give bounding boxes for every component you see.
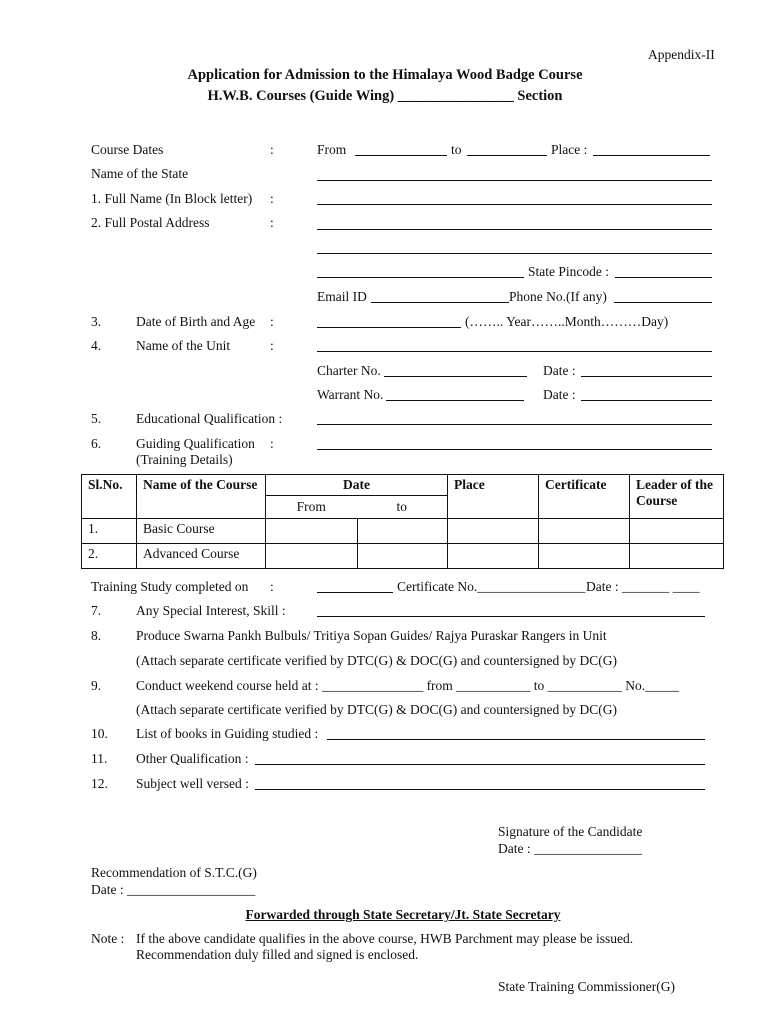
row-certificate-cell[interactable] <box>539 544 630 569</box>
signature-label: Signature of the Candidate <box>498 824 643 839</box>
colon: : <box>270 314 274 329</box>
attach-note: (Attach separate certificate verified by DTC(G) & DOC(G) and countersigned by DC(G) <box>136 702 617 717</box>
guiding-field[interactable] <box>317 449 712 450</box>
item-number: 7. <box>91 603 102 618</box>
row-place-cell[interactable] <box>448 519 539 544</box>
books-field[interactable] <box>327 739 705 740</box>
note-label: Note : <box>91 931 125 946</box>
warrant-date-label: Date : <box>543 387 576 402</box>
from-label: From <box>317 142 347 157</box>
header-to: to <box>396 499 407 514</box>
colon: : <box>270 215 274 230</box>
item-number: 8. <box>91 628 102 643</box>
full-name-field[interactable] <box>317 204 712 205</box>
row-place-cell[interactable] <box>448 544 539 569</box>
place-field[interactable] <box>593 155 710 156</box>
charter-date-label: Date : <box>543 363 576 378</box>
other-qualification-label: Other Qualification : <box>136 751 249 766</box>
warrant-label: Warrant No. <box>317 387 384 402</box>
table-row <box>82 544 724 569</box>
postal-address-field-3[interactable] <box>317 277 524 278</box>
phone-label: Phone No.(If any) <box>509 289 607 304</box>
table-row <box>82 519 724 544</box>
education-label: Educational Qualification : <box>136 411 283 426</box>
row-leader-cell[interactable] <box>630 519 724 544</box>
recommendation-label: Recommendation of S.T.C.(G) <box>91 865 257 880</box>
course-dates-label: Course Dates <box>91 142 164 157</box>
pincode-field[interactable] <box>615 277 712 278</box>
courses-table <box>81 474 724 569</box>
warrant-field[interactable] <box>386 400 524 401</box>
row-num: 1. <box>82 519 137 544</box>
note-line-1: If the above candidate qualifies in the above course, HWB Parchment may please be issued. <box>136 931 634 946</box>
colon: : <box>270 436 274 451</box>
unit-label: Name of the Unit <box>136 338 231 353</box>
item-number: 5. <box>91 411 102 426</box>
row-to-cell[interactable] <box>358 544 448 569</box>
forwarded-heading: Forwarded through State Secretary/Jt. State Secretary <box>245 907 561 922</box>
recommendation-date: Date : ___________________ <box>91 882 256 897</box>
signature-date: Date : ________________ <box>498 841 642 856</box>
row-course-name: Basic Course <box>137 519 266 544</box>
header-slno: Sl.No. <box>82 475 137 519</box>
weekend-course-text: Conduct weekend course held at : _______________ from ___________ to ___________ No._____ <box>136 678 679 693</box>
to-date-field[interactable] <box>467 155 547 156</box>
state-label: Name of the State <box>91 166 189 181</box>
age-breakdown: (…….. Year……..Month………Day) <box>465 314 669 329</box>
subject-label: Subject well versed : <box>136 776 249 791</box>
dob-field[interactable] <box>317 327 461 328</box>
warrant-date-field[interactable] <box>581 400 712 401</box>
attach-note: (Attach separate certificate verified by DTC(G) & DOC(G) and countersigned by DC(G) <box>136 653 617 668</box>
colon: : <box>270 579 274 594</box>
item-number: 3. <box>91 314 102 329</box>
special-interest-label: Any Special Interest, Skill : <box>136 603 286 618</box>
row-num: 2. <box>82 544 137 569</box>
row-to-cell[interactable] <box>358 519 448 544</box>
item-number: 6. <box>91 436 102 451</box>
training-date: Date : _______ ____ <box>586 579 700 594</box>
colon: : <box>270 142 274 157</box>
header-place: Place <box>448 475 539 519</box>
from-date-field[interactable] <box>355 155 447 156</box>
special-interest-field[interactable] <box>317 616 705 617</box>
header-date-label: Date <box>266 475 447 496</box>
pincode-label: State Pincode : <box>528 264 609 279</box>
charter-field[interactable] <box>384 376 527 377</box>
item-number: 11. <box>91 751 108 766</box>
colon: : <box>270 338 274 353</box>
form-subtitle: H.W.B. Courses (Guide Wing) ________________ Section <box>207 88 563 104</box>
charter-date-field[interactable] <box>581 376 712 377</box>
state-field[interactable] <box>317 180 712 181</box>
row-leader-cell[interactable] <box>630 544 724 569</box>
header-leader: Leader of the Course <box>630 475 724 519</box>
postal-address-label: 2. Full Postal Address <box>91 215 210 230</box>
header-certificate: Certificate <box>539 475 630 519</box>
books-label: List of books in Guiding studied : <box>136 726 319 741</box>
item-number: 4. <box>91 338 102 353</box>
training-label: Training Study completed on <box>91 579 249 594</box>
dob-label: Date of Birth and Age <box>136 314 256 329</box>
header-from: From <box>296 499 326 514</box>
to-label: to <box>451 142 462 157</box>
row-from-cell[interactable] <box>266 544 358 569</box>
place-label: Place : <box>551 142 588 157</box>
produce-guides-text: Produce Swarna Pankh Bulbuls/ Tritiya Sopan Guides/ Rajya Puraskar Rangers in Unit <box>136 628 607 643</box>
guiding-label: Guiding Qualification <box>136 436 255 451</box>
row-from-cell[interactable] <box>266 519 358 544</box>
charter-label: Charter No. <box>317 363 381 378</box>
colon: : <box>270 191 274 206</box>
form-title: Application for Admission to the Himalaya Wood Badge Course <box>187 67 583 83</box>
full-name-label: 1. Full Name (In Block letter) <box>91 191 253 206</box>
item-number: 10. <box>91 726 108 741</box>
other-qualification-field[interactable] <box>255 764 705 765</box>
training-details-label: (Training Details) <box>136 452 233 467</box>
appendix-label: Appendix-II <box>648 47 715 62</box>
postal-address-field-1[interactable] <box>317 229 712 230</box>
postal-address-field-2[interactable] <box>317 253 712 254</box>
education-field[interactable] <box>317 424 712 425</box>
training-date-field[interactable] <box>317 592 393 593</box>
header-course-name: Name of the Course <box>137 475 266 519</box>
item-number: 12. <box>91 776 108 791</box>
unit-field[interactable] <box>317 351 712 352</box>
phone-field[interactable] <box>614 302 712 303</box>
email-label: Email ID <box>317 289 367 304</box>
note-line-2: Recommendation duly filled and signed is enclosed. <box>136 947 419 962</box>
header-date <box>266 475 448 519</box>
row-course-name: Advanced Course <box>137 544 266 569</box>
subject-field[interactable] <box>255 789 705 790</box>
training-certificate: Certificate No.________________ <box>397 579 586 594</box>
email-field[interactable] <box>371 302 509 303</box>
commissioner-signature: State Training Commissioner(G) <box>498 979 676 994</box>
item-number: 9. <box>91 678 102 693</box>
row-certificate-cell[interactable] <box>539 519 630 544</box>
